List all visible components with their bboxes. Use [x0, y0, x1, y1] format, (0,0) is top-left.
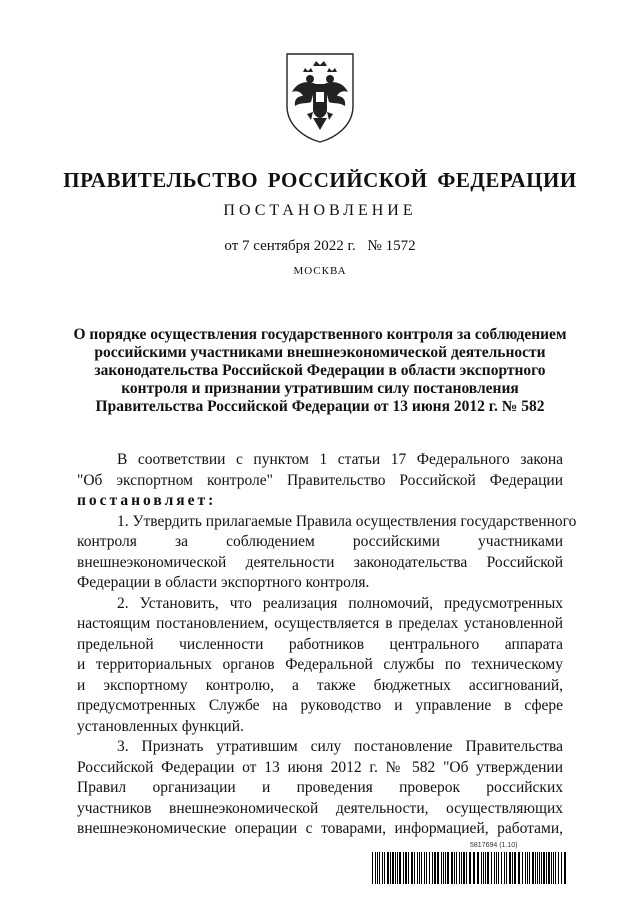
barcode-bar: [514, 852, 516, 884]
body-line: установленных функций.: [77, 717, 244, 735]
body-line: участников внешнеэкономической деятельности, осуществляющих: [77, 799, 563, 817]
barcode-bar: [506, 852, 507, 884]
barcode-bar: [522, 852, 523, 884]
barcode-bar: [426, 852, 427, 884]
item-3-paragraph: [77, 737, 563, 840]
barcode-bar: [477, 852, 479, 884]
barcode-bar: [429, 852, 430, 884]
barcode-bar: [537, 852, 538, 884]
barcode-bar: [539, 852, 540, 884]
body-line: предусмотренных Службе на руководство и управление в сфере: [77, 697, 563, 714]
barcode-bar: [551, 852, 552, 884]
document-kind: ПОСТАНОВЛЕНИЕ: [223, 202, 417, 219]
barcode-bar: [512, 852, 513, 884]
barcode-bar: [504, 852, 505, 884]
government-title: ПРАВИТЕЛЬСТВО РОССИЙСКОЙ ФЕДЕРАЦИИ: [63, 168, 577, 192]
heading-line: О порядке осуществления государственного контроля за соблюдением: [73, 326, 567, 343]
document-body: [77, 450, 577, 840]
barcode-bar: [451, 852, 453, 884]
barcode-bar: [483, 852, 484, 884]
barcode-bar: [461, 852, 462, 884]
barcode-bar: [494, 852, 495, 884]
barcode-bar: [473, 852, 475, 884]
barcode-bar: [417, 852, 418, 884]
barcode-bar: [463, 852, 465, 884]
heading-line: Правительства Российской Федерации от 13 июня 2012 г. № 582: [95, 398, 545, 415]
barcode-bar: [424, 852, 425, 884]
barcode-bar: [529, 852, 530, 884]
barcode-bar: [382, 852, 383, 884]
barcode-bar: [441, 852, 442, 884]
barcode-bar: [403, 852, 404, 884]
body-line: "Об экспортном контроле" Правительство Российской Федерации: [77, 471, 563, 489]
barcode-bar: [561, 852, 562, 884]
barcode-bar: [555, 852, 556, 884]
body-line: и экспортному контролю, а также бюджетных ассигнований,: [77, 676, 563, 694]
barcode-bar: [466, 852, 467, 884]
barcode-bar: [498, 852, 499, 884]
barcode-bar: [443, 852, 444, 884]
barcode-bar: [543, 852, 545, 884]
barcode-bar: [372, 852, 373, 884]
barcode-bar: [518, 852, 520, 884]
coat-of-arms-icon: [283, 52, 357, 144]
barcode-bar: [445, 852, 446, 884]
barcode-bar: [509, 852, 511, 884]
body-line: внешнеэкономической деятельности законодательства Российской: [77, 553, 563, 571]
barcode-bar: [459, 852, 460, 884]
barcode-bar: [564, 852, 566, 884]
barcode-bar: [411, 852, 413, 884]
barcode-bar: [421, 852, 422, 884]
barcode-bar: [375, 852, 376, 884]
document-heading: [72, 326, 568, 416]
body-line: внешнеэкономические операции с товарами, информацией, работами,: [77, 820, 563, 837]
item-1-paragraph: [77, 512, 577, 594]
barcode-bar: [487, 852, 489, 884]
body-line: Правил организации и проведения проверок российских: [77, 779, 563, 796]
barcode: [372, 852, 570, 884]
intro-paragraph: [77, 450, 563, 512]
barcode-bar: [434, 852, 436, 884]
barcode-bar: [532, 852, 534, 884]
document-date: от 7 сентября 2022 г.: [224, 238, 356, 254]
barcode-bar: [501, 852, 502, 884]
barcode-bar: [454, 852, 455, 884]
barcode-bar: [553, 852, 554, 884]
barcode-bar: [525, 852, 526, 884]
barcode-bar: [405, 852, 407, 884]
barcode-bar: [456, 852, 457, 884]
date-line: [0, 238, 640, 255]
body-line: и территориальных органов Федеральной службы по техническому: [77, 656, 563, 673]
body-line: 2. Установить, что реализация полномочий, предусмотренных: [117, 594, 563, 612]
heading-line: контроля и признании утратившим силу постановления: [121, 380, 519, 397]
barcode-bar: [469, 852, 471, 884]
body-line: 3. Признать утратившим силу постановление Правительства: [117, 738, 563, 755]
barcode-bar: [379, 852, 380, 884]
barcode-bar: [414, 852, 415, 884]
body-line: Российской Федерации от 13 июня 2012 г. № 582 "Об утверждении: [77, 758, 563, 776]
barcode-bar: [397, 852, 398, 884]
barcode-bar: [432, 852, 433, 884]
barcode-bar: [485, 852, 486, 884]
barcode-bar: [390, 852, 391, 884]
body-line: настоящим постановлением, осуществляется в пределах установленной: [77, 615, 563, 632]
barcode-number: 5817694 (1.10): [470, 842, 518, 849]
heading-line: законодательства Российской Федерации в области экспортного: [94, 362, 546, 379]
item-2-paragraph: [77, 594, 563, 738]
barcode-bar: [399, 852, 401, 884]
body-line: контроля за соблюдением российскими участниками: [77, 533, 563, 550]
body-line: В соответствии с пунктом 1 статьи 17 Федерального закона: [117, 451, 563, 468]
barcode-bar: [541, 852, 542, 884]
barcode-bar: [491, 852, 492, 884]
barcode-bar: [377, 852, 378, 884]
document-number: № 1572: [367, 238, 416, 254]
decree-word: постановляет:: [77, 492, 217, 509]
barcode-bar: [392, 852, 394, 884]
barcode-bar: [558, 852, 559, 884]
barcode-bar: [481, 852, 482, 884]
barcode-bar: [395, 852, 396, 884]
body-line: Федерации в области экспортного контроля.: [77, 574, 370, 591]
barcode-bar: [546, 852, 547, 884]
barcode-bar: [535, 852, 536, 884]
city: МОСКВА: [293, 265, 347, 277]
barcode-bar: [419, 852, 420, 884]
barcode-bar: [447, 852, 449, 884]
body-line: предельной численности работников центрального аппарата: [77, 635, 563, 653]
barcode-bar: [387, 852, 389, 884]
barcode-bar: [408, 852, 409, 884]
body-line: 1. Утвердить прилагаемые Правила осуществления государственного: [117, 512, 577, 530]
barcode-bar: [496, 852, 497, 884]
barcode-bar: [437, 852, 439, 884]
barcode-bar: [548, 852, 550, 884]
barcode-bar: [384, 852, 385, 884]
heading-line: российскими участниками внешнеэкономической деятельности: [94, 344, 546, 361]
barcode-bar: [527, 852, 528, 884]
